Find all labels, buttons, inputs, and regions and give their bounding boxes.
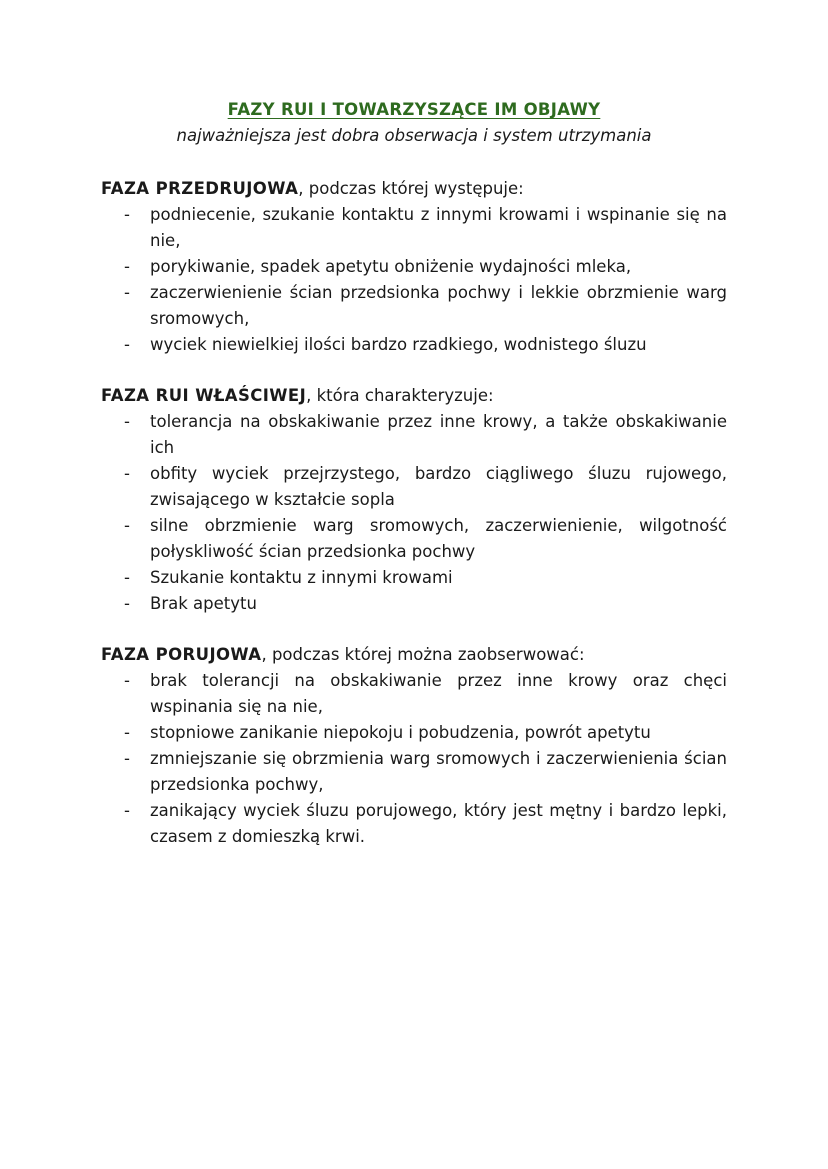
document-title: FAZY RUI I TOWARZYSZĄCE IM OBJAWY xyxy=(227,100,601,119)
symptom-item: - podniecenie, szukanie kontaktu z innymi krowami i wspinanie się na nie, xyxy=(101,202,727,254)
phase-name: FAZA RUI WŁAŚCIWEJ xyxy=(101,386,307,405)
symptom-item: - zaczerwienienie ścian przedsionka pochwy i lekkie obrzmienie warg sromowych, xyxy=(101,280,727,332)
section-heading xyxy=(101,176,727,202)
symptom-item: - obfity wyciek przejrzystego, bardzo ciągliwego śluzu rujowego, zwisającego w kształcie sopla xyxy=(101,461,727,513)
symptom-item: - Szukanie kontaktu z innymi krowami xyxy=(101,565,727,591)
symptom-list xyxy=(101,409,727,617)
symptom-item: - tolerancja na obskakiwanie przez inne krowy, a także obskakiwanie ich xyxy=(101,409,727,461)
symptom-item: - zanikający wyciek śluzu porujowego, który jest mętny i bardzo lepki, czasem z domieszką krwi. xyxy=(101,798,727,850)
section-estrus xyxy=(101,383,727,617)
section-pre-estrus xyxy=(101,176,727,358)
symptom-item: - silne obrzmienie warg sromowych, zaczerwienienie, wilgotność połyskliwość ścian przedsionka pochwy xyxy=(101,513,727,565)
symptom-item: - wyciek niewielkiej ilości bardzo rzadkiego, wodnistego śluzu xyxy=(101,332,727,358)
symptom-item: - zmniejszanie się obrzmienia warg sromowych i zaczerwienienia ścian przedsionka pochwy, xyxy=(101,746,727,798)
phase-intro: , podczas której można zaobserwować: xyxy=(261,645,585,664)
section-heading xyxy=(101,383,727,409)
section-heading xyxy=(101,642,727,668)
symptom-item: - Brak apetytu xyxy=(101,591,727,617)
symptom-list xyxy=(101,202,727,358)
symptom-item: - brak tolerancji na obskakiwanie przez inne krowy oraz chęci wspinania się na nie, xyxy=(101,668,727,720)
phase-intro: , która charakteryzuje: xyxy=(306,386,494,405)
symptom-item: - porykiwanie, spadek apetytu obniżenie wydajności mleka, xyxy=(101,254,727,280)
document-subtitle: najważniejsza jest dobra obserwacja i system utrzymania xyxy=(176,126,652,145)
phase-intro: , podczas której występuje: xyxy=(298,179,524,198)
phase-name: FAZA PORUJOWA xyxy=(101,645,262,664)
section-post-estrus xyxy=(101,642,727,850)
phase-name: FAZA PRZEDRUJOWA xyxy=(101,179,299,198)
symptom-list xyxy=(101,668,727,850)
symptom-item: - stopniowe zanikanie niepokoju i pobudzenia, powrót apetytu xyxy=(101,720,727,746)
